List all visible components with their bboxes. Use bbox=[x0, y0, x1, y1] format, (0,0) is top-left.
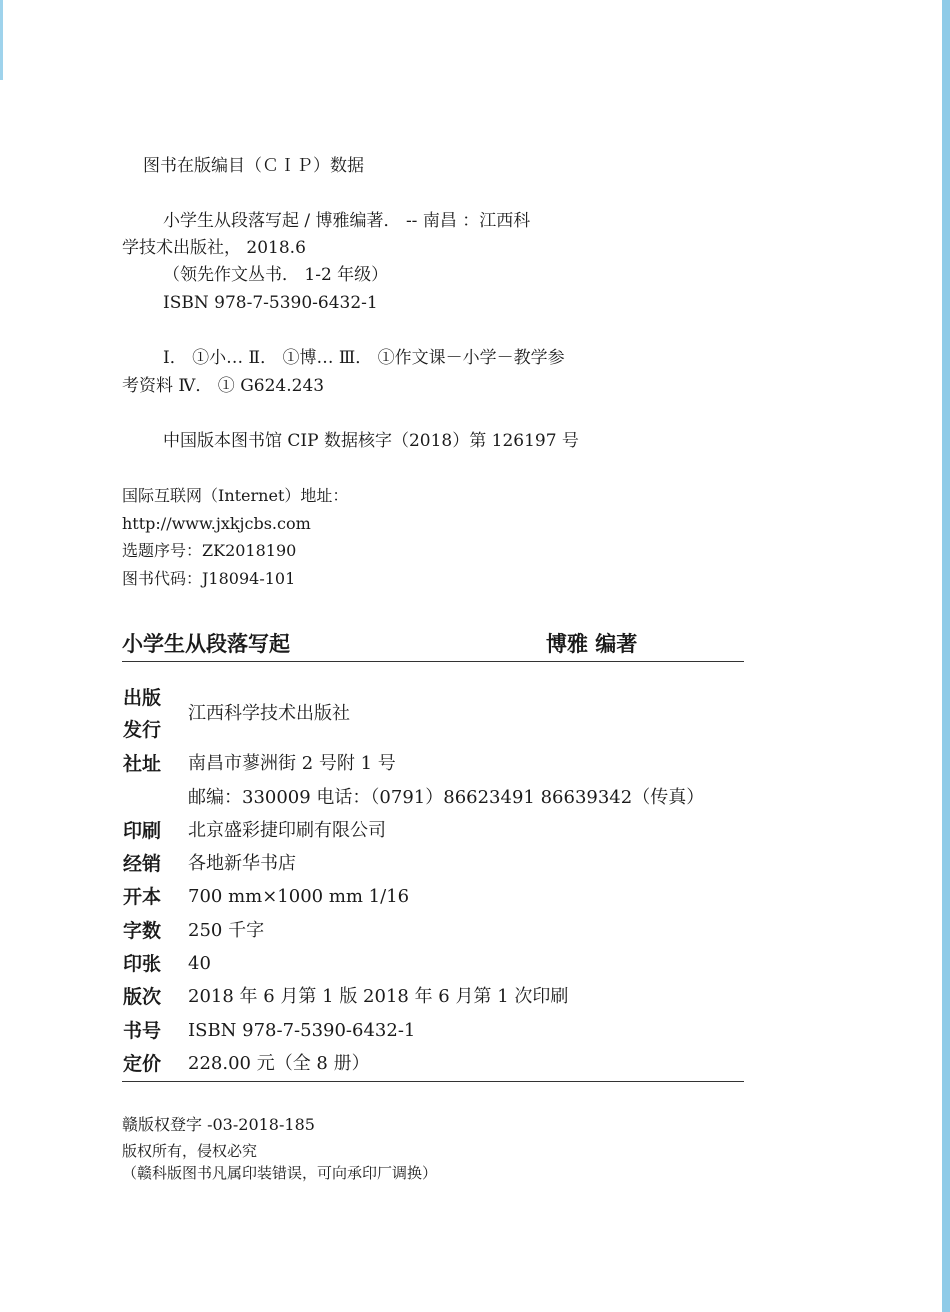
distributor-value: 各地新华书店 bbox=[188, 853, 296, 874]
address-label: 社址 bbox=[123, 753, 162, 775]
price-value: 228.00 元（全 8 册） bbox=[188, 1053, 370, 1074]
title-rule bbox=[122, 661, 744, 662]
web-url: http://www.jxkjcbs.com bbox=[122, 514, 311, 533]
book-author: 博雅 编著 bbox=[546, 632, 638, 656]
misprint-notice: （赣科版图书凡属印装错误，可向承印厂调换） bbox=[122, 1164, 438, 1182]
printer-label: 印刷 bbox=[123, 820, 162, 842]
edition-label: 版次 bbox=[123, 986, 162, 1008]
isbn-value: ISBN 978-7-5390-6432-1 bbox=[188, 1020, 416, 1041]
isbn-label: 书号 bbox=[123, 1020, 162, 1042]
cip-subject-line2: 考资料 Ⅳ． ① G624.243 bbox=[122, 376, 325, 396]
book-title: 小学生从段落写起 bbox=[122, 632, 290, 656]
imprint-rule bbox=[122, 1081, 744, 1082]
book-code: 图书代码：J18094-101 bbox=[122, 569, 296, 588]
cip-entry-series: （领先作文丛书． 1-2 年级） bbox=[163, 265, 389, 285]
cip-entry-isbn: ISBN 978-7-5390-6432-1 bbox=[163, 293, 378, 313]
cip-entry-line1: 小学生从段落写起 / 博雅编著． -- 南昌 ：江西科 bbox=[163, 211, 531, 231]
cip-entry-line2: 学技术出版社， 2018.6 bbox=[122, 238, 306, 258]
sheets-label: 印张 bbox=[123, 953, 162, 975]
publisher-label-top: 出版 bbox=[123, 687, 162, 709]
publisher-label-bottom: 发行 bbox=[123, 719, 162, 741]
cip-subject-line1: Ⅰ． ①小… Ⅱ． ①博… Ⅲ． ①作文课－小学－教学参 bbox=[163, 348, 565, 368]
distributor-label: 经销 bbox=[123, 853, 162, 875]
page-edge-right bbox=[942, 0, 950, 1312]
printer-value: 北京盛彩捷印刷有限公司 bbox=[188, 820, 386, 841]
web-address-label: 国际互联网（Internet）地址： bbox=[122, 486, 349, 505]
cip-verify-number: 中国版本图书馆 CIP 数据核字（2018）第 126197 号 bbox=[163, 431, 579, 451]
word-count-value: 250 千字 bbox=[188, 920, 265, 941]
publisher-value: 江西科学技术出版社 bbox=[188, 703, 350, 724]
format-value: 700 mm×1000 mm 1/16 bbox=[188, 886, 410, 907]
format-label: 开本 bbox=[123, 886, 162, 908]
page-edge-left bbox=[0, 0, 3, 80]
price-label: 定价 bbox=[123, 1053, 162, 1075]
cip-heading: 图书在版编目（ＣＩＰ）数据 bbox=[143, 156, 364, 176]
sheets-value: 40 bbox=[188, 953, 211, 974]
rights-reserved: 版权所有，侵权必究 bbox=[122, 1142, 258, 1160]
contact-value: 邮编：330009 电话：（0791）86623491 86639342（传真） bbox=[188, 787, 705, 808]
address-value: 南昌市蓼洲街 2 号附 1 号 bbox=[188, 753, 396, 774]
word-count-label: 字数 bbox=[123, 920, 162, 942]
copyright-registration: 赣版权登字 -03-2018-185 bbox=[122, 1115, 315, 1134]
edition-value: 2018 年 6 月第 1 版 2018 年 6 月第 1 次印刷 bbox=[188, 986, 569, 1007]
topic-number: 选题序号：ZK2018190 bbox=[122, 541, 297, 560]
